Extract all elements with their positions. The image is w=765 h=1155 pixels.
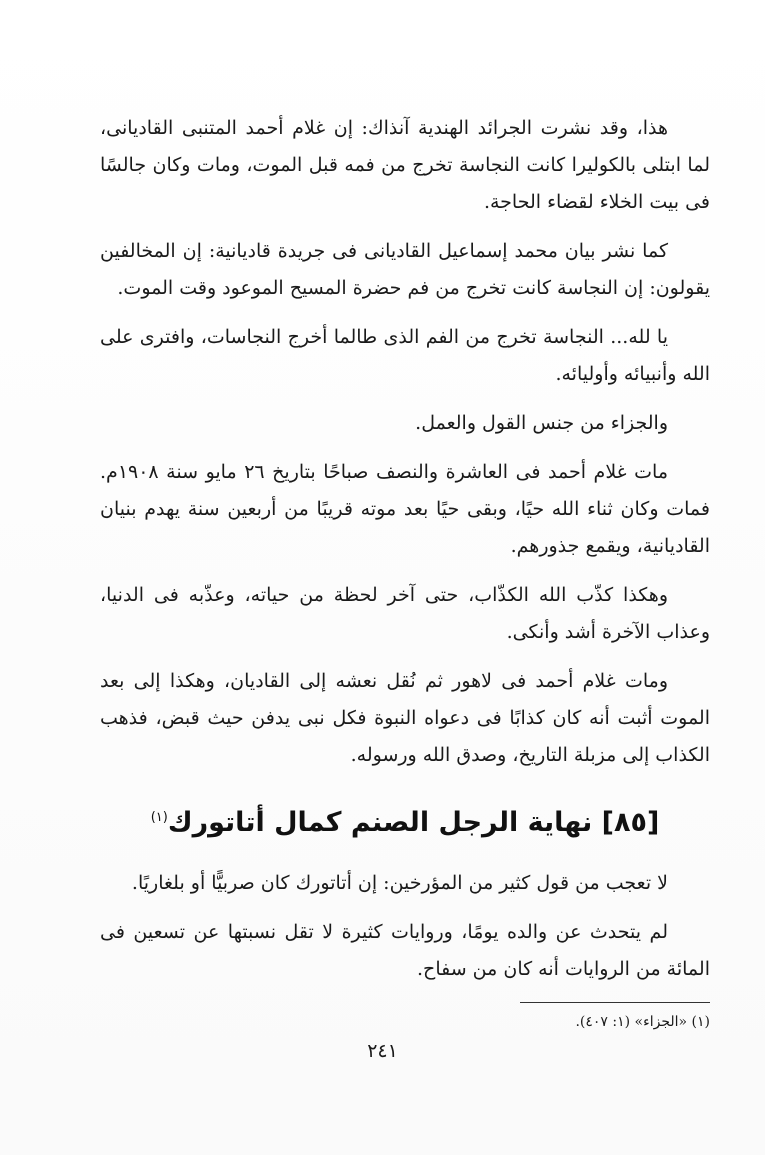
footnote-marker: (١) <box>150 810 168 825</box>
paragraph-3: يا لله... النجاسة تخرج من الفم الذى طالما أخرج النجاسات، وافترى على الله وأنبيائه وأوليائه. <box>100 326 710 385</box>
footnote: (١) «الجزاء» (١: ٤٠٧). <box>575 1014 710 1030</box>
section-paragraph-1: لا تعجب من قول كثير من المؤرخين: إن أتاتورك كان صربيًّا أو بلغاريًا. <box>131 872 668 894</box>
page-number: ٢٤١ <box>367 1040 398 1062</box>
section-paragraph-2: لم يتحدث عن والده يومًا، وروايات كثيرة لا تقل نسبتها عن تسعين فى المائة من الروايات أنه كان من سفاح. <box>100 921 710 980</box>
paragraph-5: مات غلام أحمد فى العاشرة والنصف صباحًا بتاريخ ٢٦ مايو سنة ١٩٠٨م. فمات وكان ثناء الله حيًا، وبقى حيًا بعد موته قريبًا من أربعين سنة يهدم بنيان القاديانية، ويقمع جذورهم. <box>100 461 710 557</box>
paragraph-7: ومات غلام أحمد فى لاهور ثم نُقل نعشه إلى القاديان، وهكذا إلى بعد الموت أثبت أنه كان كذابًا فى دعواه النبوة فكل نبى يدفن حيث قبض، فذهب الكذاب إلى مزبلة التاريخ، وصدق الله ورسوله. <box>100 670 710 766</box>
section-heading <box>100 798 710 843</box>
paragraph-2: كما نشر بيان محمد إسماعيل القاديانى فى جريدة قاديانية: إن المخالفين يقولون: إن النجاسة كانت تخرج من فم حضرة المسيح الموعود وقت الموت. <box>100 240 710 299</box>
section-heading-text: [٨٥] نهاية الرجل الصنم كمال أتاتورك <box>167 807 660 838</box>
page-content <box>100 110 710 1033</box>
footnote-divider <box>520 1002 710 1003</box>
paragraph-1: هذا، وقد نشرت الجرائد الهندية آنذاك: إن غلام أحمد المتنبى القاديانى، لما ابتلى بالكوليرا كانت النجاسة تخرج من فمه قبل الموت، ومات وكان جالسًا فى بيت الخلاء لقضاء الحاجة. <box>100 117 710 213</box>
paragraph-4: والجزاء من جنس القول والعمل. <box>415 412 668 434</box>
paragraph-6: وهكذا كذّب الله الكذّاب، حتى آخر لحظة من حياته، وعذّبه فى الدنيا، وعذاب الآخرة أشد وأنكى. <box>100 584 710 643</box>
